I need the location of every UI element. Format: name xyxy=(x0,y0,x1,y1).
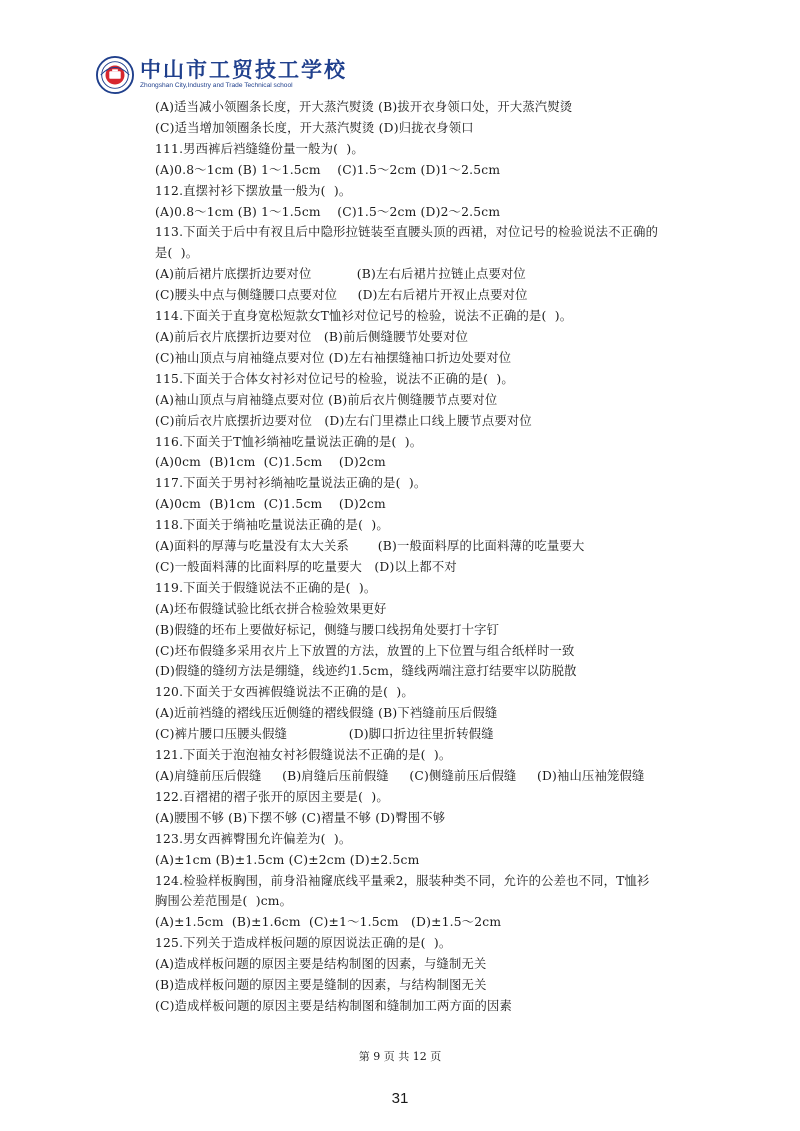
text-line: (C)腰头中点与侧缝腰口点要对位 (D)左右后裙片开衩止点要对位 xyxy=(155,288,528,303)
text-line: (A)0cm (B)1cm (C)1.5cm (D)2cm xyxy=(155,497,386,512)
text-line: 120.下面关于女西裤假缝说法不正确的是( )。 xyxy=(155,685,414,700)
text-line: (A)前后衣片底摆折边要对位 (B)前后侧缝腰节处要对位 xyxy=(155,329,469,344)
text-line: 121.下面关于泡泡袖女衬衫假缝说法不正确的是( )。 xyxy=(155,748,452,763)
text-line: 115.下面关于合体女衬衫对位记号的检验，说法不正确的是( )。 xyxy=(155,371,514,386)
text-line: (A)面料的厚薄与吃量没有太大关系 (B)一般面料厚的比面料薄的吃量要大 xyxy=(155,539,585,554)
document-body xyxy=(155,97,659,1017)
text-line: 117.下面关于男衬衫绱袖吃量说法正确的是( )。 xyxy=(155,476,427,491)
text-line: 胸围公差范围是( )cm。 xyxy=(155,894,293,909)
text-line: (C)适当增加领圈条长度，开大蒸汽熨烫 (D)归拢衣身领口 xyxy=(155,120,474,135)
text-line: (A)近前裆缝的褶线压近侧缝的褶线假缝 (B)下裆缝前压后假缝 xyxy=(155,706,498,721)
text-line: 116.下面关于T恤衫绱袖吃量说法正确的是( )。 xyxy=(155,434,423,449)
text-line: (A)0.8～1cm (B) 1～1.5cm (C)1.5～2cm (D)2～2.5cm xyxy=(155,204,501,219)
text-line: (A)袖山顶点与肩袖缝点要对位 (B)前后衣片侧缝腰节点要对位 xyxy=(155,392,498,407)
text-line: (A)坯布假缝试验比纸衣拼合检验效果更好 xyxy=(155,601,387,616)
text-line: 114.下面关于直身宽松短款女T恤衫对位记号的检验，说法不正确的是( )。 xyxy=(155,309,573,324)
text-line: 118.下面关于绱袖吃量说法正确的是( )。 xyxy=(155,518,389,533)
text-line: (A)适当减小领圈条长度，开大蒸汽熨烫 (B)拔开衣身领口处，开大蒸汽熨烫 xyxy=(155,100,573,114)
text-line: 124.检验样板胸围，前身沿袖窿底线平量乘2，服装种类不同，允许的公差也不同，T恤衫 xyxy=(155,873,650,888)
text-line: 119.下面关于假缝说法不正确的是( )。 xyxy=(155,580,377,595)
text-line: 是( )。 xyxy=(155,246,199,261)
text-line: (A)±1cm (B)±1.5cm (C)±2cm (D)±2.5cm xyxy=(155,852,420,867)
school-logo-icon xyxy=(96,56,134,94)
text-line: (A)腰围不够 (B)下摆不够 (C)褶量不够 (D)臀围不够 xyxy=(155,810,446,825)
text-line: (C)袖山顶点与肩袖缝点要对位 (D)左右袖摆缝袖口折边处要对位 xyxy=(155,350,512,365)
page-indicator: 第 9 页 共 12 页 xyxy=(358,1050,442,1063)
text-line: (A)前后裙片底摆折边要对位 (B)左右后裙片拉链止点要对位 xyxy=(155,267,526,282)
text-line: 112.直摆衬衫下摆放量一般为( )。 xyxy=(155,183,352,198)
text-line: (D)假缝的缝纫方法是绷缝，线迹约1.5cm，缝线两端注意打结要牢以防脱散 xyxy=(155,664,577,679)
text-line: (A)0cm (B)1cm (C)1.5cm (D)2cm xyxy=(155,455,386,470)
text-line: 123.男女西裤臀围允许偏差为( )。 xyxy=(155,831,352,846)
school-header xyxy=(96,52,396,100)
text-line: (C)坯布假缝多采用衣片上下放置的方法，放置的上下位置与组合纸样时一致 xyxy=(155,643,575,658)
page-number: 31 xyxy=(391,1090,409,1107)
text-line: (A)造成样板问题的原因主要是结构制图的因素，与缝制无关 xyxy=(155,957,487,972)
school-name-en: Zhongshan City,Industry and Trade Technical school xyxy=(140,82,293,89)
text-line: (C)造成样板问题的原因主要是结构制图和缝制加工两方面的因素 xyxy=(155,998,513,1013)
text-line: (A)±1.5cm (B)±1.6cm (C)±1～1.5cm (D)±1.5～2cm xyxy=(155,915,502,930)
text-line: (C)一般面料薄的比面料厚的吃量要大 (D)以上都不对 xyxy=(155,559,457,574)
text-line: 125.下列关于造成样板问题的原因说法正确的是( )。 xyxy=(155,936,452,951)
text-line: 111.男西裤后裆缝缝份量一般为( )。 xyxy=(155,141,364,156)
text-line: (A)0.8～1cm (B) 1～1.5cm (C)1.5～2cm (D)1～2.5cm xyxy=(155,162,501,177)
text-line: (B)假缝的坯布上要做好标记，侧缝与腰口线拐角处要打十字钉 xyxy=(155,622,500,637)
text-line: 113.下面关于后中有衩且后中隐形拉链装至直腰头顶的西裙，对位记号的检验说法不正确的 xyxy=(155,225,659,240)
school-name-cn: 中山市工贸技工学校 xyxy=(140,57,347,82)
text-line: (C)前后衣片底摆折边要对位 (D)左右门里襟止口线上腰节点要对位 xyxy=(155,413,532,428)
text-line: (C)裤片腰口压腰头假缝 (D)脚口折边往里折转假缝 xyxy=(155,727,494,742)
text-line: (A)肩缝前压后假缝 (B)肩缝后压前假缝 (C)侧缝前压后假缝 (D)袖山压袖笼假缝 xyxy=(155,769,645,783)
text-line: 122.百褶裙的褶子张开的原因主要是( )。 xyxy=(155,789,389,804)
text-line: (B)造成样板问题的原因主要是缝制的因素，与结构制图无关 xyxy=(155,978,487,993)
